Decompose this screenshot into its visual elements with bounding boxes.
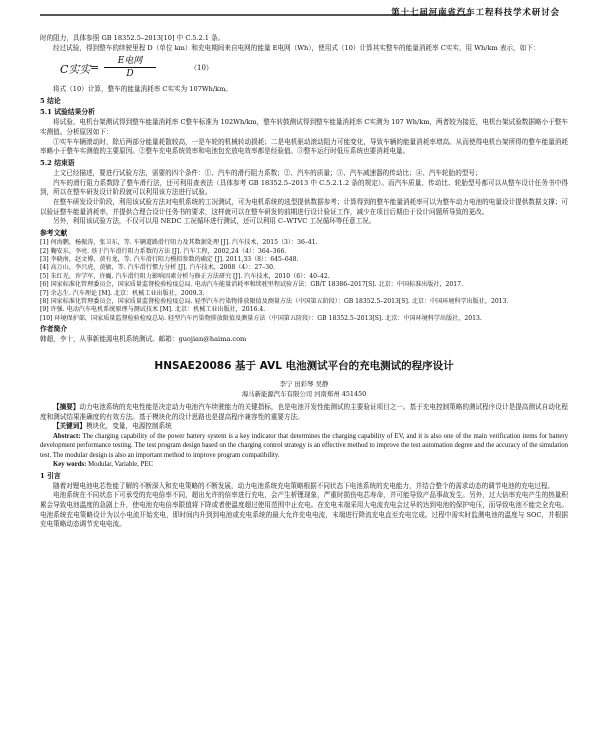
reference-list <box>40 239 568 323</box>
text-paragraph: ①实车车辆滚动时，除后两部分能量耗散较高，一是车轮的机械转动损耗；二是电机驱动滚动阻力可能变化，导致车辆的能量消耗率增高。从而使得电机台架所得的整车能量消耗率略小于整车实测值的主要原因。②整车充电系统效率和电池包充放电效率都是经验值。③整车运行时低压系统也要消耗电量。 <box>40 137 568 156</box>
reference-item: [9] 许强. 电动汽车电机系统原理与测试技术 [M]. 北京：机械工业出版社，2016.4. <box>40 306 266 314</box>
text-paragraph: 随着对锂电池电芯性能了解的不断深入和充电策略的不断发展，动力电池系统充电策略根据不同状态下电池系统的充电能力，并结合整个的需求动态的调节电池的充电过程。 <box>53 481 555 490</box>
keywords-cn-label: 【关键词】 <box>53 422 86 431</box>
equation-denominator: D <box>126 69 134 80</box>
reference-item: [10] 环境保护部，国家质量监督检验检疫总局. 轻型汽车污染物排放限值及测量方法（中国第五阶段）：GB 18352.5–2013[S]. 北京：中国环境科学出版社，2013. <box>40 314 482 322</box>
subsection-heading: 5.1 试验结果分析 <box>40 108 95 117</box>
references-heading: 参考文献 <box>40 229 68 238</box>
abstract-en-label: Abstract: <box>53 433 81 441</box>
reference-item: [5] 朱红光，许学军，许巍. 汽车滑行阻力影响因素分析与修正方法研究 [J]. 汽车技术，2010（6）：40–42. <box>40 272 330 280</box>
abstract-cn <box>40 403 568 422</box>
keywords-en <box>40 460 568 469</box>
abstract-cn-text: 动力电池系统的充电性能是决定动力电池汽车续驶能力的关键指标，也是电池开发性能测试的主要验证项目之一。基于充电控制策略的测试程序设计是提高测试自动化程度和测试结果准确度的有效方法。基于模块化的设计思路也是提高程序兼容性的重要方法。 <box>40 402 569 421</box>
keywords-cn <box>40 422 568 432</box>
equation-fraction <box>104 55 156 80</box>
text-paragraph: 上文已经描述，要进行试验方法，需要的四个条件：①、汽车的滑行阻力系数；②、汽车的质量；③、汽车减速器的传动比；④、汽车轮胎的型号； <box>53 168 482 177</box>
text-paragraph: 在整车研发设计阶段，利用该试验方法对电机系统的工况测试，可为电机系统的选型提供数据参考；计算得到的整车能量消耗率可以为整车动力电池的电量设计提供数据支撑；可以验证整车能量消耗率，并提供合理合设计任务书的要求，这样就可以在整车研发的前期进行设计验证工作，减少在项目后期由于设计问题所导致的更改。 <box>40 198 568 216</box>
running-header <box>0 0 600 26</box>
author-bio-heading: 作者简介 <box>40 325 68 334</box>
keywords-en-label: Key words: <box>53 461 87 469</box>
equation-lhs: C实实 <box>60 63 91 77</box>
paper-authors: 李宁 田彩琴 吴静 <box>279 379 329 388</box>
running-title: 第十七届河南省汽车工程科技学术研讨会 <box>391 7 560 17</box>
reference-item: [8] 国家标准化管理委员会，国家质量监督检验检疫总局. 轻型汽车污染物排放限值及测量方法（中国第五阶段）：GB 18352.5–2013[S]. 北京：中国环境科学出版社，2013. <box>40 297 509 305</box>
text-line: 时的阻力，具体参照 GB 18352.5–2013[10] 中 C.5.2.1 条。 <box>40 34 225 42</box>
text-paragraph: 汽车的滑行阻力系数除了整车滑行法，还可利用查表法（具体参考 GB 18352.5–2013 中 C.5.2.1.2 条的规定）。而汽车质量、传动比、轮胎型号都可以从整车设计任务书中得到，所以在整车研发设计阶段就可以利用该方法进行试验。 <box>40 178 568 197</box>
intro-heading: 1 引言 <box>40 471 61 480</box>
equation-number: （10） <box>190 64 213 73</box>
reference-item: [3] 李晓南，赵文博，黄有龙，等. 汽车滑行阻力模拟参数的确定 [J]. 2011,33（8）：645–648. <box>40 255 299 263</box>
reference-item: [6] 国家标准化管理委员会，国家质量监督检验检疫总局. 电动汽车能量消耗率和续驶里程试验方法：GB/T 18386–2017[S]. 北京：中国标准出版社，2017. <box>40 281 464 289</box>
page-body <box>40 34 568 530</box>
reference-item: [7] 余志生. 汽车理论 [M]. 北京：机械工业出版社，2009.3. <box>40 289 205 297</box>
abstract-en-text: The charging capability of the power battery system is a key indicator that determines the charging capability of EV, and it is also one of the main verification items for battery development performance testing. The test program design based on the charging control strategy is an effective method to improve the test automation degree and the accuracy of the simulation test. The modular design is also an important method to improve program compatibility. <box>40 433 569 459</box>
equation-10 <box>60 55 568 83</box>
subsection-heading: 5.2 结束语 <box>40 158 75 167</box>
reference-item: [1] 何海鹏，杨振涛，张卫东，等. 车辆道路滑行阻力及其数据处理 [J]. 汽车技术，2015（3）：36–41. <box>40 239 318 247</box>
reference-item: [2] 鞠安东，李亮. 基于汽车滑行阻力系数的方法 [J]. 汽车工程，2002,24（4）：364–366. <box>40 247 287 255</box>
keywords-cn-text: 模块化，变量，电源控制系统 <box>85 422 172 431</box>
paper-title: HNSAE20086 基于 AVL 电池测试平台的充电测试的程序设计 <box>154 359 454 372</box>
section-heading: 5 结论 <box>40 97 61 106</box>
text-paragraph: 经过试验，得到整车的续驶里程 D（单位 km）和充电期间来自电网的能量 E电网（Wh），使用式（10）计算其实整车的能量消耗率 C实实，用 Wh/km 表示，如下： <box>53 43 540 52</box>
text-paragraph: 电池系统在不同状态下可承受的充电倍率不同，超出允许的倍率进行充电，会产生析锂现象，严重时损伤电芯寿命，并可能导致产品事故发生。另外，过大倍率充电产生的热量积累会导致电池温度的急剧上升，使电池充电倍率限值将下降或者使温度超过使用范围中止充电。在充电末端采用大电流充电会过早的达到电池的保护电压，而导致电池不能完全充电。电池系统充电策略设计为以小电流开始充电，即时间内升到到电池或充电系统的最大允许充电电流，末端进行降流充电直至充电完成。过程中需实时监测电池的温度与 SOC，并根据充电策略动态调节充电电流。 <box>40 491 568 529</box>
abstract-en <box>40 432 568 460</box>
abstract-cn-label: 【摘要】 <box>53 402 80 411</box>
author-bio: 韩超，李十，从事新能源电机系统测试。邮箱：guojian@haima.com <box>40 335 247 344</box>
equation-numerator: E电网 <box>104 55 156 68</box>
text-paragraph: 将试验、电机台架测试得到整车能量消耗率 C整车标准为 102Wh/km，整车转鼓测试得到整车能量消耗率 C实测为 107 Wh/km，两者较为接近，电机台架试验数据略小于整车实测值。分析原因如下： <box>40 118 568 136</box>
text-paragraph: 另外，利用该试验方法，不仅可以用 NEDC 工况循环进行测试，还可以利用 C–WTVC 工况循环等任意工况。 <box>53 217 376 226</box>
keywords-en-text: Modular, Variable, PEC <box>88 461 154 469</box>
text-paragraph: 将式（10）计算，整车的能量消耗率 C实实为 107Wh/km。 <box>53 85 232 94</box>
equation-equals: = <box>90 61 100 75</box>
reference-item: [4] 高万山，李兴虎，黄敏，等. 汽车滑行惯力分析 [J]. 汽车技术，2008（4）：27–30. <box>40 264 275 272</box>
paper-institution: 海马新能源汽车有限公司 河南郑州 451450 <box>241 389 367 398</box>
